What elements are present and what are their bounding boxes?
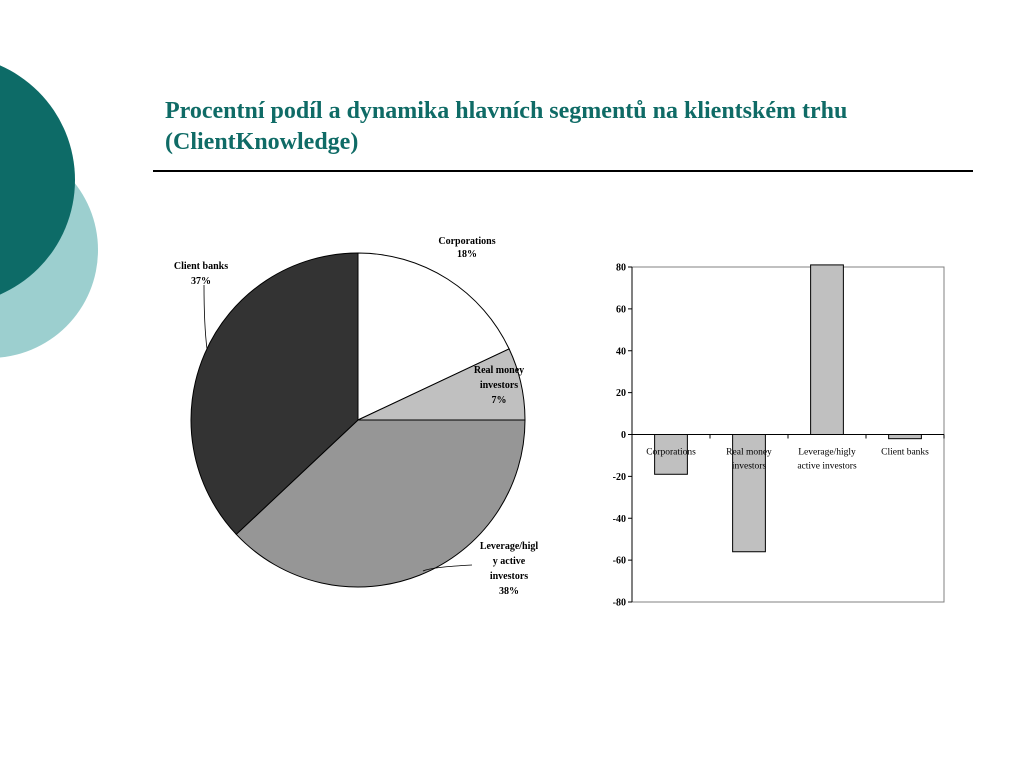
x-category-label-2-line: active investors <box>797 461 857 472</box>
slide-title-line-2: (ClientKnowledge) <box>165 129 359 155</box>
pie-label-0 <box>438 236 495 260</box>
pie-label-2 <box>480 541 539 597</box>
x-category-label-0 <box>646 448 696 458</box>
pie-label-3-line: Client banks <box>173 261 229 272</box>
bar-2 <box>811 265 844 435</box>
x-category-label-3-line: Client banks <box>881 447 929 458</box>
pie-label-0-line: Corporations <box>438 236 496 247</box>
bar-3 <box>889 435 922 439</box>
y-tick-label: 80 <box>616 262 626 274</box>
title-divider <box>153 170 973 172</box>
pie-label-2-line: investors <box>489 571 529 582</box>
x-category-label-1-line: Real money <box>726 447 772 458</box>
x-category-label-0-line: Corporations <box>646 447 696 458</box>
pie-value-label-1: 7% <box>491 395 507 406</box>
y-tick-label: 60 <box>616 304 626 316</box>
pie-value-label-2: 38% <box>499 586 519 597</box>
y-tick-label: -20 <box>612 471 626 483</box>
y-tick-label: -40 <box>612 513 626 525</box>
x-category-label-2-line: Leverage/higly <box>798 447 856 458</box>
bar-chart <box>600 255 960 615</box>
pie-label-3 <box>174 261 228 287</box>
decorative-circles <box>0 0 120 420</box>
slide-title <box>165 96 965 158</box>
y-tick-label: -60 <box>612 555 626 567</box>
pie-leader-line <box>204 285 207 349</box>
y-tick-label: -80 <box>612 597 626 609</box>
x-category-label-1-line: investors <box>731 461 767 472</box>
pie-value-label-0: 18% <box>457 249 477 260</box>
slide-title-line-1: Procentní podíl a dynamika hlavních segmentů na klientském trhu <box>165 98 848 124</box>
y-tick-label: 0 <box>621 430 626 441</box>
y-tick-label: 20 <box>616 388 626 400</box>
x-category-label-3 <box>881 448 929 458</box>
pie-label-2-line: y active <box>492 556 526 567</box>
pie-label-1-line: Real money <box>473 365 525 376</box>
y-tick-label: 40 <box>616 346 626 358</box>
pie-label-1-line: investors <box>479 380 519 391</box>
pie-chart <box>160 225 560 625</box>
pie-label-2-line: Leverage/higl <box>479 541 539 552</box>
pie-value-label-3: 37% <box>191 276 211 287</box>
